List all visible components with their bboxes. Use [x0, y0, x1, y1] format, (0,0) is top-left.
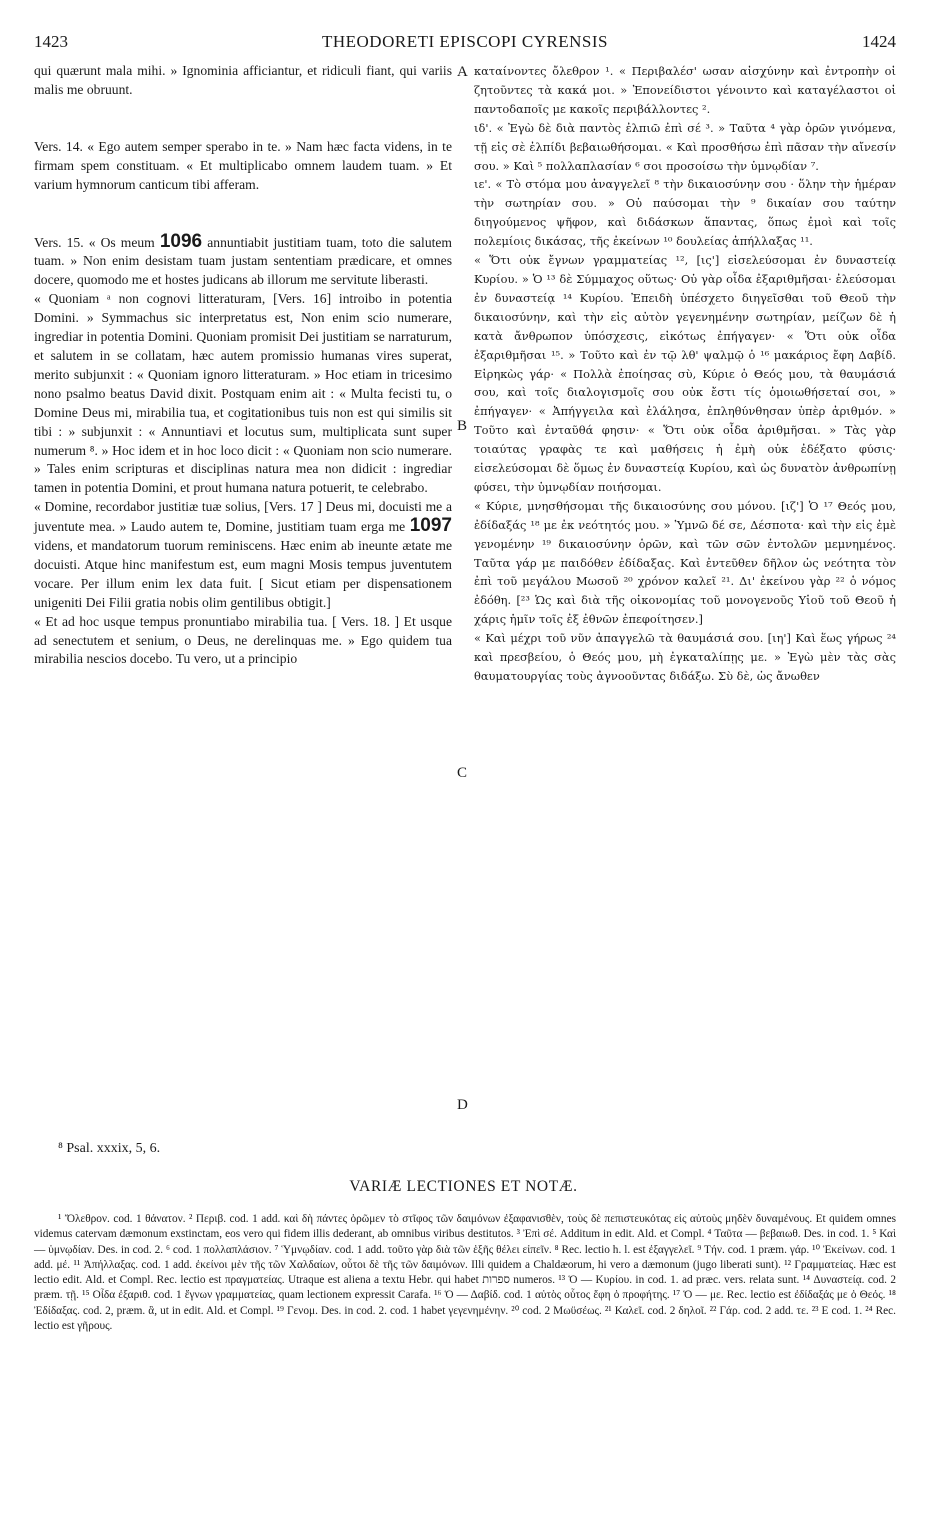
- latin-text-fragment: « Domine, recordabor justitiæ tuæ solius, [Vers. 17 ] Deus mi, docuisti me a juventute mea. » Laudo autem te, Domine, justitiam tuam erga me: [34, 499, 452, 535]
- latin-text-fragment: videns, et mandatorum tuorum reminiscens. Hæc enim ab ineunte ætate me docuisti. Atque hinc manifestum est, eum magni Mosis tempus juventutem vocare. Per illum enim lex data fuit. [ Sicut etiam per dispensationem unigeniti Dei Filii gratia nobis olim gentilibus obtigit.]: [34, 538, 452, 610]
- running-title: THEODORETI EPISCOPI CYRENSIS: [321, 32, 609, 51]
- greek-column: [474, 62, 896, 686]
- latin-paragraph: « Quoniam ᵃ non cognovi litteraturam, [Vers. 16] introibo in potentia Domini. » Symmachus sic interpretatus est, Non enim scio numerare, ingrediar in potentia Domini. Quoniam promisit Dei justitiam se narraturum, et salutem in se collatam, hæc autem promissio humanas vires superat, merito subjunxit : « Quoniam ignoro litteraturam. » Hoc etiam in tricesimo nono psalmo beatus David dixit. Postquam enim ait : « Multa fecisti tu, o Domine Deus mi, mirabilia tua, et cogitationibus tuis non est qui similis sit tibi : » subjunxit : « Annuntiavi et locutus sum, multiplicata sunt super numerum ⁸. » Hoc idem et in hoc loco dicit : « Quoniam non scio numerare. » Tales enim scripturas et disciplinas natura mea non didicit : ingrediar tamen in potentia Domini, et prout humana natura potuerit, te celebrabo.: [34, 291, 452, 496]
- greek-paragraph: ιδ'. « Ἐγὼ δὲ διὰ παντὸς ἐλπιῶ ἐπὶ σέ ³. » Ταῦτα ⁴ γὰρ ὁρῶν γινόμενα, τῇ εἰς σὲ ἐλπίδι βεβαιωθήσομαι. « Καὶ προσθήσω ἐπὶ πᾶσαν τὴν αἴνεσίν σου. » Καὶ ⁵ πολλαπλασίαν ⁶ σοι προσοίσω τὴν ὑμνῳδίαν ⁷.: [474, 120, 896, 173]
- scripture-footnote: ⁸ Psal. xxxix, 5, 6.: [58, 1141, 161, 1156]
- margin-letter-b: B: [457, 418, 468, 434]
- latin-paragraph: qui quærunt mala mihi. » Ignominia afficiantur, et ridiculi fiant, qui variis malis me obruunt.: [34, 63, 452, 97]
- greek-paragraph: ιε'. « Τὸ στόμα μου ἀναγγελεῖ ⁸ τὴν δικαιοσύνην σου · ὅλην τὴν ἡμέραν τὴν σωτηρίαν σου. » Οὐ παύσομαι τὴν ⁹ δικαίαν σου ταύτην διηγούμενος ψῆφον, καὶ διδάσκων ἅπαντας, ὅπως ἐμοὶ καὶ τοῖς πολεμίοις δικάσας, τῆς ἐκείνων ¹⁰ δουλείας ἀπήλλαξας ¹¹.: [474, 177, 896, 249]
- greek-paragraph: « Καὶ μέχρι τοῦ νῦν ἀπαγγελῶ τὰ θαυμάσιά σου. [ιη'] Καὶ ἕως γήρως ²⁴ καὶ πρεσβείου, ὁ Θεός μου, μὴ ἐγκαταλίπῃς με. » Ἐγὼ μὲν τὰς σὰς θαυματουργίας τοὺς ἀγνοοῦντας διδάξω. Σὺ δὲ, ὡς ἄνωθεν: [474, 631, 896, 683]
- latin-paragraph: « Et ad hoc usque tempus pronuntiabo mirabilia tua. [ Vers. 18. ] Et usque ad senectutem et senium, o Deus, ne derelinquas me. » Ego quidem tua mirabilia nescios docebo. Tu vero, ut a principio: [34, 613, 452, 667]
- latin-text-fragment: annuntiabit justitiam tuam, toto die salutem tuam. » Non enim desistam tuam justam sententiam prædicare, et omnes docere, quomodo me et hostes judicans ab illorum me servitute liberasti.: [34, 234, 452, 288]
- latin-paragraph: [34, 230, 452, 291]
- running-head: [34, 32, 896, 56]
- variant-readings: [34, 1212, 896, 1334]
- margin-letter-a: A: [457, 64, 468, 80]
- latin-text-fragment: Vers. 15. « Os meum: [34, 234, 155, 250]
- greek-paragraph: καταίνοντες ὄλεθρον ¹. « Περιβαλέσ' ωσαν αἰσχύνην καὶ ἐντροπὴν οἱ ζητοῦντες τὰ κακά μοι. » Ἐπονείδιστοι γένοιντο καὶ καταγέλαστοι οἱ παντοδαποῖς με κακοῖς περιβάλλοντες ².: [474, 64, 896, 116]
- greek-paragraph: « Κύριε, μνησθήσομαι τῆς δικαιοσύνης σου μόνου. [ιζ'] Ὁ ¹⁷ Θεός μου, ἐδίδαξάς ¹⁸ με ἐκ νεότητός μου. » Ὑμνῶ δέ σε, Δέσποτα· καὶ τὴν εἰς ἐμὲ γενομένην ¹⁹ δικαιοσύνην ὁρῶν, καὶ τῶν σῶν ἐντολῶν μεμνημένος. Ταῦτα γάρ με παιδόθεν ἐδίδαξας. Καὶ ἐντεῦθεν δῆλον ὡς νεότητα τὸν ἐπὶ τοῦ μεγάλου Μωσοῦ ²⁰ χρόνον καλεῖ ²¹. Δι' ἐκείνου γὰρ ²² ὁ νόμος ἐδόθη. [²³ Ὡς καὶ διὰ τῆς οἰκονομίας τοῦ μονογενοῦς Υἱοῦ τοῦ Θεοῦ ἡ χάρις ἡμῖν τοῖς ἐξ ἐθνῶν ἐπεφοίτησεν.]: [474, 498, 896, 627]
- page-number-left: 1423: [34, 32, 68, 51]
- greek-paragraph: « Ὅτι οὐκ ἔγνων γραμματείας ¹², [ις'] εἰσελεύσομαι ἐν δυναστείᾳ Κυρίου. » Ὁ ¹³ δὲ Σύμμαχος οὕτως· Οὐ γὰρ οἶδα ἐξαριθμῆσαι· ἐλεύσομαι ἐν δυναστείᾳ ¹⁴ Κυρίου. Ἐπειδὴ ὑπέσχετο διηγεῖσθαι τοῦ Θεοῦ τὴν δικαιοσύνην, καὶ τὴν εἰς αὐτὸν γεγενημένην σωτηρίαν, μείζων δὲ ἡ κατὰ ἄνθρωπον ὑπόσχεσις, εἰκότως ἐπήγαγεν· « Ὅτι οὐκ οἶδα ἐξαριθμῆσαι ¹⁵. » Τοῦτο καὶ ἐν τῷ λθ' ψαλμῷ ὁ ¹⁶ μακάριος ἔφη Δαβίδ. Εἰρηκὼς γάρ· « Πολλὰ ἐποίησας σὺ, Κύριε ὁ Θεός μου, τὰ θαυμάσιά σου, καὶ τοῖς διαλογισμοῖς σου οὐκ ἔστι τίς ὁμοιωθήσεταί σοι, » ἐπήγαγεν· « Ἀπήγγειλα καὶ ἐλάλησα, ἐπληθύνθησαν ὑπὲρ ἀριθμόν. » Τοῦτο καὶ ἐνταῦθά φησιν· « Ὅτι οὐκ οἶδα ἀριθμῆσαι. » Τὰς γὰρ τοιαύτας γραφὰς τε καὶ μαθήσεις ἡ ἐμὴ οὐκ ἐδέξατο φύσις· εἰσελεύσομαι δὲ ὅμως ἐν δυναστείᾳ Κυρίου, καὶ ὡς δυνατὸν ἀνθρωπίνῃ φύσει, τὴν ὑμνῳδίαν ποιήσομαι.: [474, 253, 896, 494]
- notes-paragraph: ¹ Ὄλεθρον. cod. 1 θάνατον. ² Περιβ. cod. 1 add. καὶ δὴ πάντες ὁρῶμεν τὸ στῖφος τῶν δαιμόνων ἐξαφανισθὲν, τοὺς δὲ πεπιστευκότας εἰς αὐτοὺς μηδὲν δυναμένους. Et quidem omnes videmus catervam dæmonum exstinctam, eos vero qui fidem illis dederant, ab omnibus viribus destitutos. ³ Ἐπὶ σέ. Additum in edit. Ald. et Compl. ⁴ Ταῦτα — βεβαιωθ. Des. in cod. 1. ⁵ Καὶ — ὑμνῳδίαν. Des. in cod. 2. ⁶ cod. 1 πολλαπλάσιον. ⁷ Ὑμνῳδίαν. cod. 1 add. τοῦτο γὰρ διὰ τῶν ἑξῆς θέλει εἰπεῖν. ⁸ Rec. lectio h. l. est ἐξαγγελεῖ. ⁹ Τήν. cod. 1 præm. γάρ. ¹⁰ Ἐκείνων. cod. 1 add. μέ. ¹¹ Ἀπήλλαξας. cod. 1 add. ἐκείνοι μὲν τῆς τῶν Χαλδαίων, οὗτοι δὲ τῆς τῶν δαιμόνων. Illi quidem a Chaldæorum, hi vero a dæmonum (jugo liberati sunt). ¹² Γραμματείας. Hæc est lectio edit. Ald. et Compl. Rec. lectio est πραγματείας. Utraque est aliena a textu Hebr. qui habet ספרות numeros. ¹³ Ὁ — Κυρίου. in cod. 1. ad præc. vers. relata sunt. ¹⁴ Δυναστείᾳ. cod. 2 præm. τῇ. ¹⁵ Οἶδα ἐξαριθ. cod. 1 ἔγνων γραμματείας, quam lectionem expressit Carafa. ¹⁶ Ὁ — Δαβίδ. cod. 1 αὐτὸς οὗτος ἔφη ὁ προφήτης. ¹⁷ Ὁ — με. Rec. lectio est ἐδίδαξάς με ὁ Θεός. ¹⁸ Ἐδίδαξας. cod. 2, præm. ἃ, ut in edit. Ald. et Compl. ¹⁹ Γενομ. Des. in cod. 2. cod. 1 habet γεγενημένην. ²⁰ cod. 2 Μωϋσέως. ²¹ Καλεῖ. cod. 2 δηλοῖ. ²² Γάρ. cod. 2 add. τε. ²³ E cod. 1. ²⁴ Rec. lectio est γῆρους.: [34, 1213, 896, 1333]
- page-number-right: 1424: [862, 32, 896, 51]
- margin-letter-d: D: [457, 1097, 468, 1113]
- latin-paragraph: Vers. 14. « Ego autem semper sperabo in te. » Nam hæc facta videns, in te firmam spem constituam. « Et multiplicabo omnem laudem tuam. » Et varium hymnorum canticum tibi afferam.: [34, 138, 452, 192]
- latin-column: [34, 62, 452, 669]
- latin-paragraph: [34, 498, 452, 612]
- margin-letter-c: C: [457, 765, 468, 781]
- column-number-1097: 1097: [409, 515, 452, 537]
- column-number-1096: 1096: [159, 230, 203, 252]
- notes-heading: VARIÆ LECTIONES ET NOTÆ.: [349, 1178, 578, 1195]
